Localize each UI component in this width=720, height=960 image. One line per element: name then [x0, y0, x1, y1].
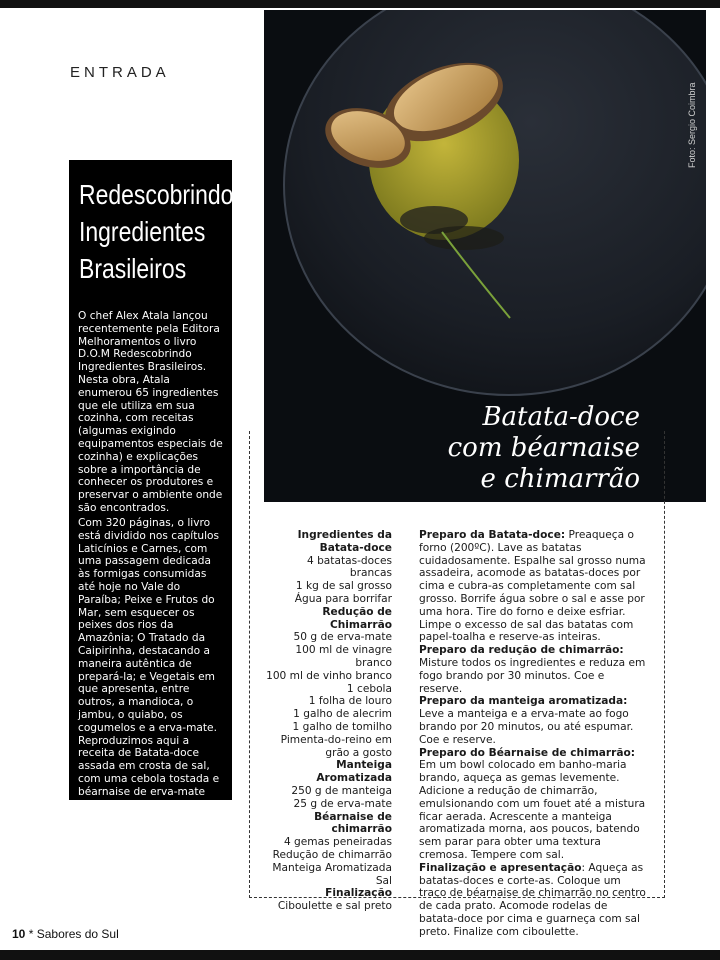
dish-title-line: e chimarrão: [480, 464, 640, 494]
sidebar-title-line: Ingredientes: [79, 216, 206, 247]
ingredient-item: Ciboulette e sal preto: [277, 900, 392, 913]
method-step-text: Preaqueça o forno (200ºC). Lave as batatas cuidadosamente. Espalhe sal grosso numa assadeira, acomode as batatas-doces por cima e cubra-as completamente com sal grosso. Borrife água sobre o sal e asse por uma hora. Tire do forno e deixe esfriar. Limpe o excesso de sal das batatas com papel-toalha e reserve-as inteiras.: [419, 529, 646, 644]
method-step-text: Leve a manteiga e a erva-mate ao fogo brando por 20 minutos, ou até espumar. Coe e reserve.: [419, 708, 634, 746]
method-step-text: Em um bowl colocado em banho-maria brando, aqueça as gemas levemente. Adicione a redução de chimarrão, emulsionando com um fouet até a mistura ficar aerada. Acrescente a manteiga aromatizada morna, aos poucos, batendo sem parar para obter uma textura cremosa. Tempere com sal.: [419, 759, 646, 861]
ingredient-item: Manteiga Aromatizada: [272, 861, 392, 874]
method-step-heading: Preparo da redução de chimarrão:: [419, 644, 624, 657]
page-footer: [12, 927, 119, 941]
ingredient-item: grão a gosto: [325, 746, 392, 759]
method-step-heading: Preparo do Béarnaise de chimarrão:: [419, 746, 635, 759]
method-steps: [419, 529, 647, 939]
sidebar-title-line: Brasileiros: [79, 253, 187, 284]
ingredient-heading: Béarnaise de chimarrão: [314, 810, 392, 836]
bottom-bar: [0, 950, 720, 960]
method-step-text: Misture todos os ingredientes e reduza em fogo brando por 30 minutos. Coe e reserve.: [419, 656, 646, 695]
ingredient-item: Água para borrifar: [294, 592, 392, 605]
method-step-heading: Finalização e apresentação: [419, 861, 582, 874]
ingredient-item: Pimenta-do-reino em: [280, 733, 392, 746]
ingredient-item: 4 gemas peneiradas: [283, 836, 392, 849]
top-bar: [0, 0, 720, 8]
ingredient-item: branco: [355, 656, 392, 669]
dish-title-line: com béarnaise: [447, 433, 640, 463]
ingredient-item: 1 galho de alecrim: [293, 708, 392, 721]
ingredient-item: 1 cebola: [346, 682, 392, 695]
photo-credit-text: Foto: Sergio Coimbra: [687, 82, 697, 168]
method-step-text: : Aqueça as batatas-doces e corte-as. Coloque um traço de béarnaise de chimarrão no centro de cada prato. Acomode rodelas de batata-doce por cima e guarneça com sal preto. Finalize com ciboulette.: [419, 861, 646, 938]
ingredient-item: 1 kg de sal grosso: [295, 580, 392, 593]
dish-title-line: Batata-doce: [482, 402, 640, 432]
ingredient-item: 1 galho de tomilho: [292, 720, 392, 733]
ingredient-item: 50 g de erva-mate: [293, 631, 392, 644]
photo-credit: [677, 68, 697, 168]
ingredient-heading: Manteiga Aromatizada: [316, 759, 392, 785]
magazine-name: Sabores do Sul: [36, 927, 119, 941]
ingredient-item: Sal: [375, 874, 392, 887]
method-step-heading: Preparo da Batata-doce:: [419, 529, 566, 541]
ingredient-heading: Ingredientes da: [297, 529, 392, 541]
method-step: [419, 644, 647, 695]
dish-photo: [264, 10, 706, 502]
ingredient-heading: Redução de Chimarrão: [322, 605, 392, 631]
ingredient-heading: Finalização: [325, 887, 392, 900]
ingredient-heading: Batata-doce: [319, 541, 392, 554]
ingredient-item: 100 ml de vinagre: [295, 644, 392, 657]
method-step-heading: Preparo da manteiga aromatizada:: [419, 695, 628, 708]
ingredient-item: Redução de chimarrão: [272, 848, 392, 861]
sidebar-box: [69, 160, 234, 811]
ingredient-item: 100 ml de vinho branco: [266, 669, 392, 682]
page-number: 10: [12, 927, 26, 941]
ingredient-item: 4 batatas-doces brancas: [306, 554, 392, 580]
method-step: [419, 862, 647, 939]
method-step: [419, 529, 647, 644]
sidebar-title-line: Redescobrindo: [79, 179, 234, 210]
footer-separator: *: [28, 927, 34, 941]
sidebar-paragraph-1: O chef Alex Atala lançou recentemente pela Editora Melhoramentos o livro D.O.M Redescobrindo Ingredientes Brasileiros. Nesta obra, Atala enumerou 65 ingredientes que ele utiliza em sua cozinha, com receitas (algumas exigindo equipamentos especiais de cozinha) e explicações sobre a importância de conhecer os produtores e preservar o ambiente onde são encontrados.: [78, 310, 223, 514]
ingredient-item: 1 folha de louro: [308, 695, 392, 708]
ingredient-item: 250 g de manteiga: [291, 784, 392, 797]
sidebar-paragraph-2: Com 320 páginas, o livro está dividido nos capítulos Laticínios e Carnes, com uma passagem dedicada às formigas consumidas até hoje no Vale do Paraíba; Peixe e Frutos do Mar, sem esquecer os peixes dos rios da Amazônia; O Tratado da Caipirinha, destacando a maneira autêntica de prepará-la; e Vegetais em que apresenta, entre outros, a mandioca, o jambu, o quiabo, os cogumelos e a erva-mate. Reproduzimos aqui a receita de Batata-doce assada em crosta de sal, com uma cebola tostada e béarnaise de erva-mate que faz parte do livro.: [78, 517, 220, 811]
method-step: [419, 747, 647, 862]
method-step: [419, 695, 647, 746]
sidebar-title: [79, 176, 235, 287]
section-label: ENTRADA: [70, 64, 170, 81]
ingredients-list: [262, 529, 392, 913]
ingredient-item: 25 g de erva-mate: [293, 797, 392, 810]
